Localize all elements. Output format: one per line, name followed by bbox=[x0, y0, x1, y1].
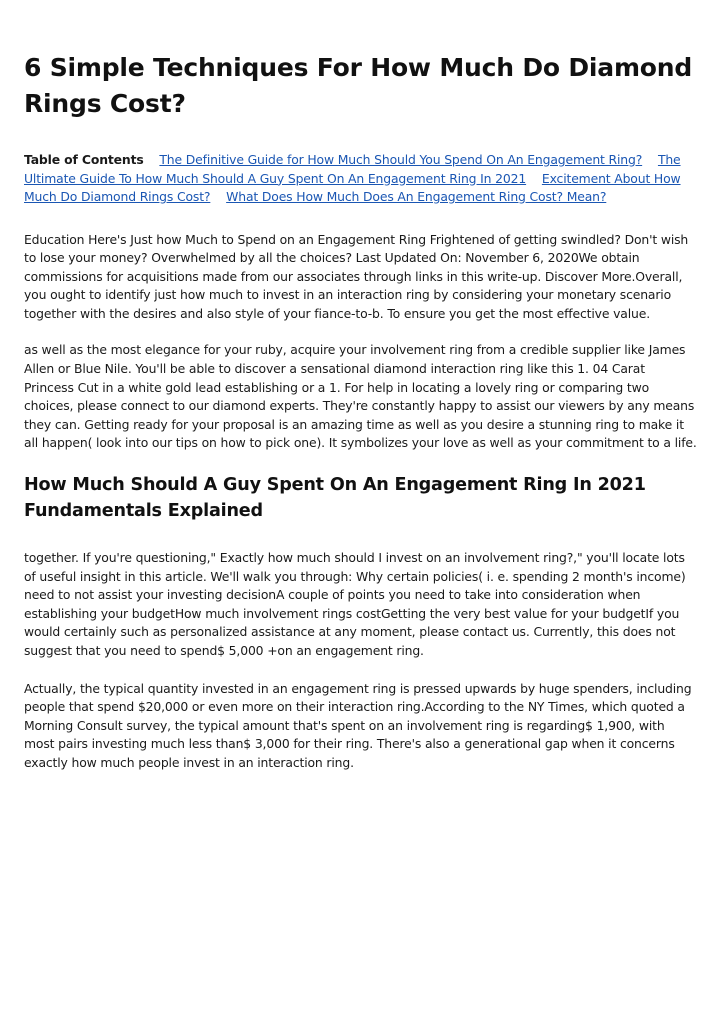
toc-label: Table of Contents bbox=[24, 152, 144, 167]
section-heading: How Much Should A Guy Spent On An Engagement Ring In 2021 Fundamentals Explained bbox=[24, 475, 646, 522]
toc-link-what-does[interactable]: What Does How Much Does An Engagement Ring Cost? Mean? bbox=[226, 189, 607, 204]
toc-link-excitement-about[interactable]: Excitement About How Much Do Diamond Rings Cost? bbox=[24, 170, 681, 204]
toc-link-ultimate-guide[interactable]: The Ultimate Guide To How Much Should A Guy Spent On An Engagement Ring In 2021 bbox=[24, 152, 681, 186]
toc-link-definitive-guide[interactable]: The Definitive Guide for How Much Should You Spend On An Engagement Ring? bbox=[159, 152, 643, 167]
table-of-contents bbox=[24, 151, 698, 207]
paragraph-questioning: together. If you're questioning," Exactly how much should I invest on an involvement ring?," you'll locate lots of useful insight in this article. We'll walk you through: Why certain policies( i. e. spending 2 month's income) need to not assist your investing decisionA couple of points you need to take into consideration when establishing your budgetHow much involvement rings costGetting the very best value for your budgetIf you would certainly such as personalized assistance at any moment, please contact us. Currently, this does not suggest that you need to spend$ 5,000 +on an engagement ring. bbox=[24, 550, 686, 658]
paragraph-supplier: as well as the most elegance for your ruby, acquire your involvement ring from a credible supplier like James Allen or Blue Nile. You'll be able to discover a sensational diamond interaction ring like this 1. 04 Carat Princess Cut in a white gold lead establishing or a 1. For help in locating a lovely ring or comparing two choices, please connect to our diamond experts. They're constantly happy to assist our viewers by any means they can. Getting ready for your proposal is an amazing time as well as you desire a stunning ring to make it all happen( look into our tips on how to pick one). It symbolizes your love as well as your commitment to a life. bbox=[24, 342, 697, 451]
paragraph-intro: Education Here's Just how Much to Spend on an Engagement Ring Frightened of getting swindled? Don't wish to lose your money? Overwhelmed by all the choices? Last Updated On: November 6, 2020We obtain commissions for acquisitions made from our associates through links in this write-up. Discover More.Overall, you ought to identify just how much to invest in an interaction ring by considering your monetary scenario together with the desires and also style of your fiance-to-b. To ensure you get the most effective value. bbox=[24, 231, 689, 321]
page-title: 6 Simple Techniques For How Much Do Diamond Rings Cost? bbox=[24, 53, 693, 118]
paragraph-typical-amount: Actually, the typical quantity invested in an engagement ring is pressed upwards by huge spenders, including people that spend $20,000 or even more on their interaction ring.According to the NY Times, which quoted a Morning Consult survey, the typical amount that's spent on an involvement ring is regarding$ 1,900, with most pairs investing much less than$ 3,000 for their ring. There's also a generational gap when it concerns exactly how much people invest in an interaction ring. bbox=[24, 680, 692, 770]
